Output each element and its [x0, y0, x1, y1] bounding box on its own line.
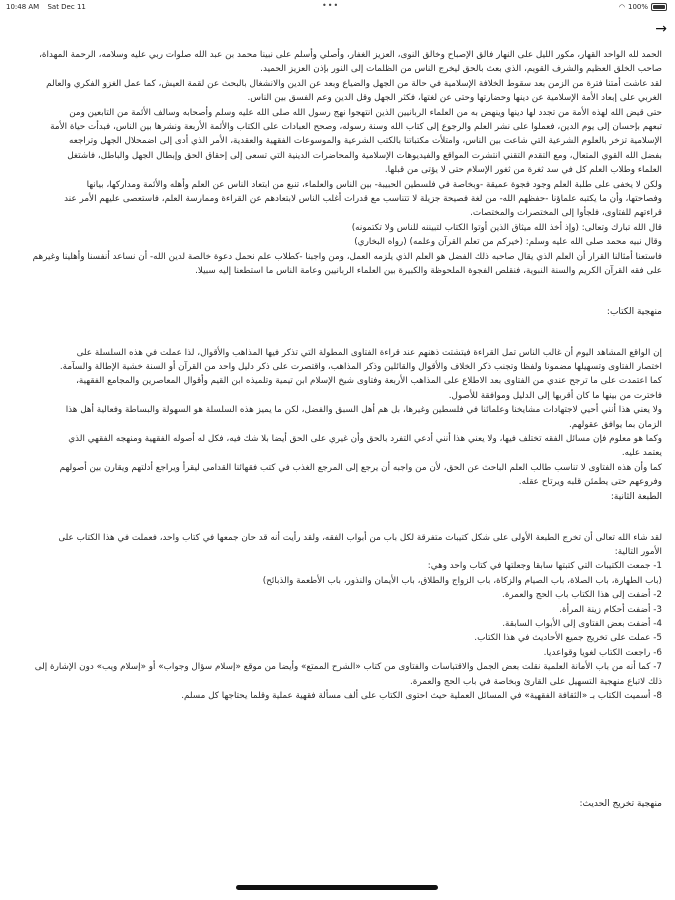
status-bar	[0, 0, 675, 14]
home-indicator[interactable]	[236, 885, 438, 890]
text-line: حتى قيض الله لهذه الأمة من تجدد لها دينها وينهض به من العلماء الربانيين الذين انتهجوا نهج رسول الله صلى الله عليه وسلم وأصحابه وسالف الأئمة من التابعين ومن	[69, 107, 662, 118]
battery-percent: 100%	[627, 3, 648, 11]
status-time: 10:48 AM	[6, 3, 40, 11]
text-line: العلماء وطلاب العلم كل في سد ثغرة من ثغور الإسلام حتى لا يؤتى من قبلها.	[384, 165, 662, 176]
text-line: ولا يعني هذا أنني أحيي لاجتهادات مشايخنا وعلمائنا في فلسطين وغيرها، بل هم أهل السبق والفضل، لكن ما يميز هذه السلسلة هو السهولة والبساطة وفعالية أهل هذا	[65, 405, 662, 416]
text-line: الحمد لله الواحد القهار، مكور الليل على النهار فالق الإصباح وخالق النوى، العزيز الغفار، وأصلي وأسلم على نبينا محمد بن عبد الله صلوات ربي عليه وسلامه، الرحمة المهداة،	[39, 50, 662, 60]
text-line: وكما هو معلوم فإن مسائل الفقه تختلف فيها، ولا يعني هذا أنني أدعي التفرد بالحق وأن غيري على الحق أيضا بلا شك فيه، فكل له أصوله الفقهية ومنهجه الفقهي الذي	[68, 433, 662, 444]
text-line: وفروعهم حتى يطمئن قلبه ويرتاح عقله.	[518, 477, 662, 488]
intro-section	[12, 48, 662, 279]
hadith-heading: منهجية تخريج الحديث:	[579, 799, 662, 810]
text-line: 4- أضفت بعض الفتاوى إلى الأبواب السابقة.	[502, 619, 662, 629]
text-line: اختصار الفتاوى وتسهيلها مضمونا ولفظا وتجنب ذكر الخلاف والأقوال والقائلين وذكر المذاهب، واقتصرت على ذكر دليل واحد من القرآن أو السنة خشية الإطالة والسآمة.	[59, 361, 662, 372]
edition-heading: الطبعة الثانية:	[610, 491, 662, 502]
text-line: كما وأن هذه الفتاوى لا تناسب طالب العلم الباحث عن الحق، لأن من واجبه أن يرجع إلى المرجع الغذب في كتب فقهائنا القدامى ليقرأ ويراجع أدلتهم ويقارن بين أصولهم	[59, 462, 662, 473]
edition-section	[12, 531, 662, 704]
text-line: 5- عملت على تخريج جميع الأحاديث في هذا الكتاب.	[474, 633, 662, 644]
text-line: تبعهم بإحسان إلى يوم الدين، فعملوا على نشر العلم والرجوع إلى كتاب الله وسنة رسوله، وصحح العبادات على الكتاب والأئمة الأربعة ونشرها بين الناس، فبدأت حياة الأمة	[50, 122, 662, 133]
text-line: إن الواقع المشاهد اليوم أن غالب الناس تمل القراءة فيتشتت ذهنهم عند قراءة الفتاوى المطولة التي تذكر فيها المذاهب والأقوال، لذا عملت في هذه السلسلة على	[76, 347, 662, 358]
text-line: يعتمد عليه.	[621, 448, 662, 459]
text-line: 7- كما أنه من باب الأمانة العلمية نقلت بعض الجمل والاقتباسات والفتاوى من كتاب «الشرح الممتع» وأيضا من موقع «إسلام سؤال وجواب» أو «إسلام ويب» دون الإشارة إلى	[34, 662, 662, 673]
method-section	[12, 346, 662, 490]
text-line: 6- راجعت الكتاب لغويا وقواعديا.	[543, 647, 662, 658]
method-heading: منهجية الكتاب:	[606, 306, 662, 317]
battery-icon	[651, 3, 667, 11]
status-left	[6, 3, 92, 11]
text-line: 1- جمعت الكتيبات التي كتبتها سابقا وجعلتها في كتاب واحد وهي:	[427, 561, 662, 572]
article-content	[12, 48, 662, 878]
text-line: ذلك لاتباع منهجية التسهيل على القارئ وبخاصة في باب الحج والعمرة.	[409, 676, 662, 687]
back-arrow-icon[interactable]: →	[655, 21, 667, 37]
text-line: الزمان بما يوافق عقولهم.	[568, 419, 662, 430]
text-line: وقال نبيه محمد صلى الله عليه وسلم: (خيركم من تعلم القرآن وعلمه) (رواه البخاري)	[354, 237, 662, 248]
text-line: كما اعتمدت على ما ترجح عندي من الفتاوى بعد الاطلاع على المذاهب الأربعة وفتاوى شيخ الإسلام ابن تيمية وتلميذه ابن القيم وأقوال المعاصرين والمجامع الفقهية،	[76, 376, 662, 387]
wifi-icon: ◠	[618, 3, 625, 11]
text-line: الأمور التالية:	[614, 546, 662, 557]
status-right	[619, 3, 667, 11]
text-line: فاستعنا أمثالنا القرار أن العلم الذي يقال صاحبه ذلك الفضل هو العلم الذي يلزمه العمل، ومن واجبنا -كطلاب علم نحمل دعوة خالصة لدين الله- أن نساعد أنفسنا وأهلينا وغيرهم	[32, 251, 662, 262]
text-line: قراءتهم للفتاوى، فلجأوا إلى المختصرات والمختصات.	[470, 208, 662, 219]
text-line: لقد عاشت أمتنا فترة من الزمن بعد سقوط الخلافة الإسلامية في حالة من الجهل والضياع وبعد عن الدين والانشغال بالبحث عن لقمة العيش، كما عمل الغزو الفكري والعالم	[46, 78, 662, 89]
text-line: لقد شاء الله تعالى أن تخرج الطبعة الأولى على شكل كتيبات متفرقة لكل باب من أبواب الفقه، ولقد رأيت أنه قد حان جمعها في كتاب واحد، فعملت في هذا الكتاب على	[58, 532, 662, 543]
text-line: 8- أسميت الكتاب بـ «الثقافة الفقهية» في المسائل العملية حيث احتوى الكتاب على ألف مسألة فقهية عملية وقلما يحتاجها كل مسلم.	[181, 691, 662, 702]
text-line: 3- أضفت أحكام زينة المرأة.	[559, 604, 662, 615]
multitasking-dots-icon[interactable]: •••	[322, 1, 340, 10]
text-line: ولكن لا يخفى على طلبة العلم وجود فجوة عميقة -وبخاصة في فلسطين الحبيبة- بين الناس والعلماء، تنبع من ابتعاد الناس عن العلم وأهله والأئمة ومداركها، بيانها	[86, 179, 662, 190]
text-line: (باب الطهارة، باب الصلاة، باب الصيام والزكاة، باب الزواج والطلاق، باب الأيمان والنذور، باب الأطعمة والذبائح)	[262, 575, 662, 586]
status-date: Sat Dec 11	[47, 3, 86, 11]
text-line: وفصاحتها، وأن ما يكتبه علماؤنا -حفظهم الله- من لغة فصيحة جزيلة لا تتناسب مع قدرات أغلب الناس لابتعادهم عن القراءة وممارسة العلم، فاستعصى عليهم الأمر عند	[64, 194, 662, 205]
text-line: قال الله تبارك وتعالى: (وإذ أخذ الله ميثاق الذين أوتوا الكتاب لتبيننه للناس ولا تكتمونه)	[351, 222, 662, 233]
text-line: الغربي على إبعاد الأمة الإسلامية عن دينها وحضارتها وحتى عن لغتها، فكثر الجهل وقل الدين وعم الفسق بين الناس.	[247, 93, 662, 104]
text-line: على فقه القرآن الكريم والسنة النبوية، فنقلص الفجوة الملحوظة والكبيرة بين العلماء الربانيين وعامة الناس ما استطعنا إليه سبيلا.	[195, 266, 662, 277]
nav-bar	[0, 18, 675, 42]
text-line: 2- أضفت إلى هذا الكتاب باب الحج والعمرة.	[502, 590, 662, 601]
text-line: فاخترت من بينها ما كان أقربها إلى الدليل وموافقة للأصول.	[448, 390, 662, 401]
text-line: الإسلامية تزخر بالعلوم الشرعية التي شاعت بين الناس، وامتلأت مكتباتنا بالكتب الشرعية والموسوعات الفقهية والعقدية، الأمر الذي أدى إلى اضمحلال الجهل وتراجعه	[69, 136, 662, 147]
text-line: بفضل الله القوي المتعال، ومع التقدم التقني انتشرت المواقع والفيديوهات الإسلامية والمحاضرات الدينية التي تسعى إلى إحقاق الحق وإبطال الجهل والباطل، فاشتغل	[67, 150, 662, 161]
text-line: صاحب الخلق العظيم والشرف القويم، الذي بعث بالحق ليخرج الناس من الظلمات إلى النور بإذن العزيز الحميد.	[260, 64, 662, 75]
